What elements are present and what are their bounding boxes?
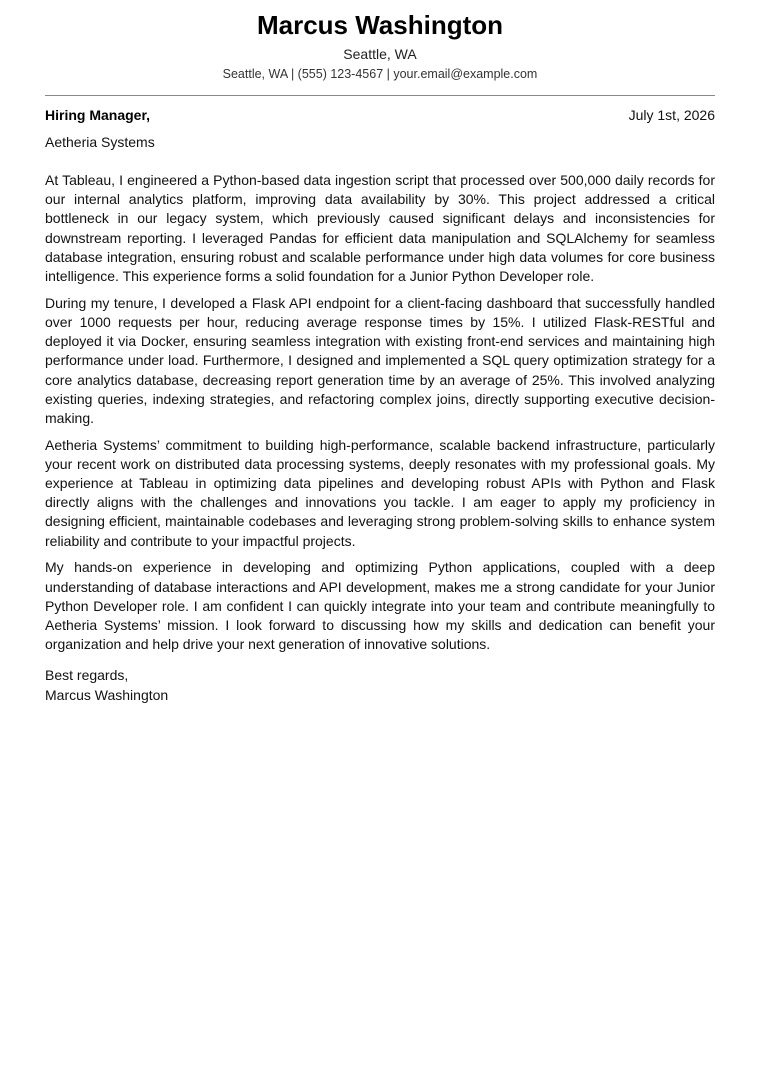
letter-body (45, 171, 715, 654)
body-paragraph-4: My hands-on experience in developing and optimizing Python applications, coupled with a deep understanding of database interactions and API development, makes me a strong candidate for your Junior Python Developer role. I am confident I can quickly integrate into your team and contribute meaningfully to Aetheria Systems’ mission. I look forward to discussing how my skills and dedication can benefit your organization and help drive your next generation of innovative solutions. (45, 559, 715, 653)
header-divider (45, 95, 715, 96)
applicant-location: Seattle, WA (343, 46, 417, 62)
closing-signature: Marcus Washington (45, 686, 169, 703)
applicant-contact-line: Seattle, WA | (555) 123-4567 | your.email@example.com (222, 67, 538, 81)
letter-header (45, 0, 715, 83)
letter-closing (45, 666, 715, 704)
body-paragraph-3: Aetheria Systems’ commitment to building high-performance, scalable backend infrastructure, particularly your recent work on distributed data processing systems, deeply resonates with my professional goals. My experience at Tableau in optimizing data pipelines and developing robust APIs with Python and Flask directly aligns with the challenges and innovations you tackle. I am eager to apply my proficiency in designing efficient, maintainable codebases and leveraging strong problem-solving skills to enhance system reliability and contribute to your impactful projects. (45, 436, 715, 549)
body-paragraph-1: At Tableau, I engineered a Python-based data ingestion script that processed over 500,000 daily records for our internal analytics platform, improving data availability by 30%. This project addressed a critical bottleneck in our legacy system, which previously caused significant delays and inconsistencies for downstream reporting. I leveraged Pandas for efficient data manipulation and SQLAlchemy for seamless database integration, ensuring robust and scalable performance under high data volumes for core business intelligence. This experience forms a solid foundation for a Junior Python Developer role. (45, 172, 715, 285)
company-name: Aetheria Systems (45, 134, 155, 150)
recipient-greeting: Hiring Manager, (45, 107, 151, 123)
closing-salutation: Best regards, (45, 667, 129, 684)
letter-date: July 1st, 2026 (628, 107, 715, 123)
applicant-name: Marcus Washington (256, 10, 504, 40)
recipient-date-row (45, 105, 715, 125)
body-paragraph-2: During my tenure, I developed a Flask API endpoint for a client-facing dashboard that successfully handled over 1000 requests per hour, reducing average response times by 15%. I utilized Flask-RESTful and deployed it via Docker, ensuring seamless integration with existing front-end services and maintaining high performance under load. Furthermore, I designed and implemented a SQL query optimization strategy for a core analytics database, decreasing report generation time by an average of 25%. This involved analyzing existing queries, indexing strategies, and refactoring complex joins, directly supporting executive decision-making. (45, 294, 715, 426)
